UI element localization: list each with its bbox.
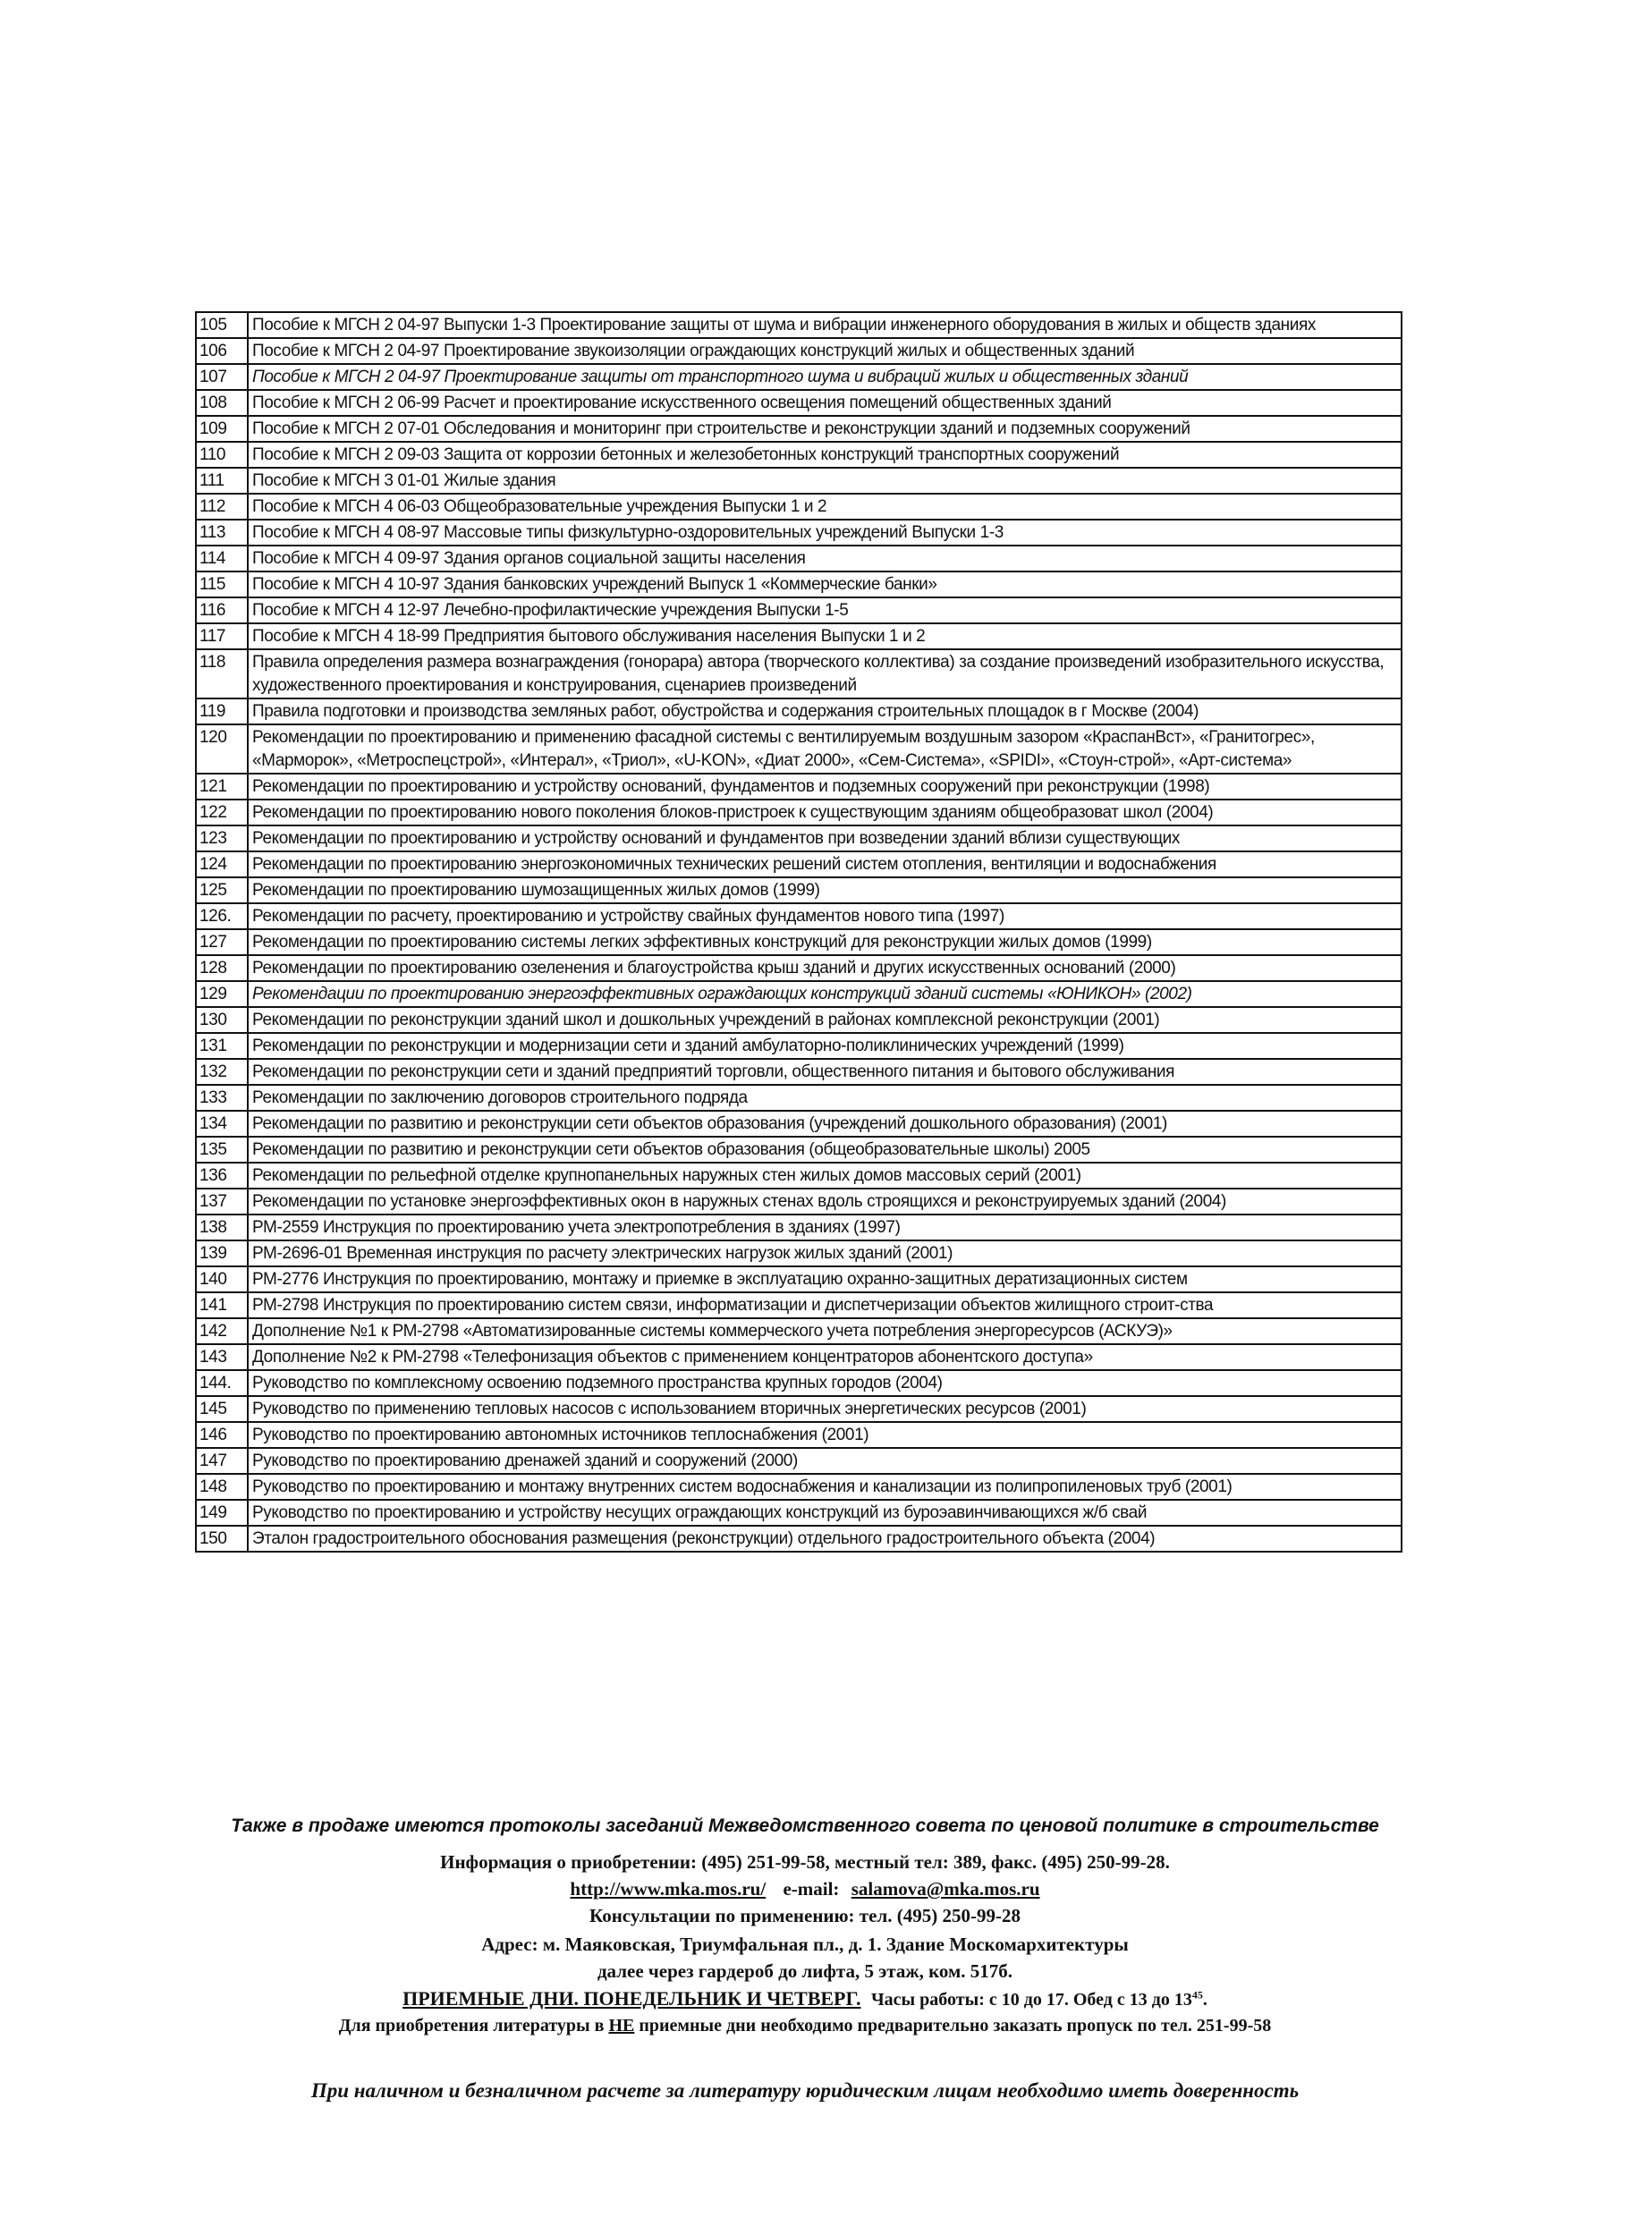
row-title: Рекомендации по проектированию и устройству оснований, фундаментов и подземных сооружений при реконструкции (1998): [248, 774, 1402, 800]
row-number: 117: [196, 623, 248, 649]
row-title: Рекомендации по реконструкции зданий школ и дошкольных учреждений в районах комплексной реконструкции (2001): [248, 1007, 1402, 1033]
table-row: [196, 955, 1402, 981]
row-title: Рекомендации по проектированию шумозащищенных жилых домов (1999): [248, 877, 1402, 903]
row-number: 144.: [196, 1370, 248, 1396]
table-row: [196, 929, 1402, 955]
row-number: 146: [196, 1422, 248, 1448]
row-number: 108: [196, 390, 248, 416]
table-row: [196, 623, 1402, 649]
row-number: 148: [196, 1474, 248, 1500]
row-title: Дополнение №2 к РМ-2798 «Телефонизация объектов с применением концентраторов абонентского доступа»: [248, 1344, 1402, 1370]
table-row: [196, 851, 1402, 877]
row-number: 149: [196, 1500, 248, 1526]
row-number: 130: [196, 1007, 248, 1033]
row-number: 122: [196, 800, 248, 825]
table-row: [196, 877, 1402, 903]
row-title: Рекомендации по развитию и реконструкции сети объектов образования (общеобразовательные школы) 2005: [248, 1137, 1402, 1163]
address-line-2: далее через гардероб до лифта, 5 этаж, ком. 517б.: [597, 1960, 1013, 1982]
table-row: [196, 1448, 1402, 1474]
row-number: 138: [196, 1215, 248, 1240]
table-row: [196, 1318, 1402, 1344]
legal-entities-note: При наличном и безналичном расчете за литературу юридическим лицам необходимо иметь доверенность: [310, 2079, 1300, 2102]
table-row: [196, 1111, 1402, 1137]
row-number: 113: [196, 520, 248, 546]
row-number: 147: [196, 1448, 248, 1474]
table-row: [196, 981, 1402, 1007]
table-row: [196, 1422, 1402, 1448]
row-number: 114: [196, 546, 248, 571]
row-title: Рекомендации по проектированию и применению фасадной системы с вентилируемым воздушным зазором «КраспанВст», «Гранитогрес», «Марморок», «Метроспецстрой», «Интерал», «Триол», «U-KON», «Диат 2000», «Сем-Система», «SPIDI», «Стоун-строй», «Арт-система»: [248, 724, 1402, 774]
reception-days: [161, 1987, 1449, 2010]
table-row: [196, 1137, 1402, 1163]
table-row: [196, 1526, 1402, 1552]
table-row: [196, 571, 1402, 597]
table-row: [196, 390, 1402, 416]
row-number: 132: [196, 1059, 248, 1085]
table-row: [196, 774, 1402, 800]
row-number: 111: [196, 468, 248, 494]
row-title: Пособие к МГСН 2 04-97 Проектирование звукоизоляции ограждающих конструкций жилых и общественных зданий: [248, 338, 1402, 364]
row-title: Рекомендации по заключению договоров строительного подряда: [248, 1085, 1402, 1111]
row-title: Пособие к МГСН 4 08-97 Массовые типы физкультурно-оздоровительных учреждений Выпуски 1-3: [248, 520, 1402, 546]
row-title: Пособие к МГСН 4 09-97 Здания органов социальной защиты населения: [248, 546, 1402, 571]
non-reception-days-note: Для приобретения литературы в НЕ приемные дни необходимо предварительно заказать пропуск по тел. 251-99-58: [338, 2016, 1272, 2036]
table-row: [196, 597, 1402, 623]
row-number: 134: [196, 1111, 248, 1137]
row-title: Пособие к МГСН 4 10-97 Здания банковских учреждений Выпуск 1 «Коммерческие банки»: [248, 571, 1402, 597]
row-title: РМ-2696-01 Временная инструкция по расчету электрических нагрузок жилых зданий (2001): [248, 1240, 1402, 1266]
row-title: Рекомендации по проектированию нового поколения блоков-пристроек к существующим зданиям общеобразоват школ (2004): [248, 800, 1402, 825]
row-number: 109: [196, 416, 248, 442]
row-title: Рекомендации по реконструкции и модернизации сети и зданий амбулаторно-поликлинических учреждений (1999): [248, 1033, 1402, 1059]
row-title: РМ-2559 Инструкция по проектированию учета электропотребления в зданиях (1997): [248, 1215, 1402, 1240]
row-title: Пособие к МГСН 2 04-97 Выпуски 1-3 Проектирование защиты от шума и вибрации инженерного оборудования в жилых и обществ зданиях: [248, 312, 1402, 338]
row-number: 141: [196, 1292, 248, 1318]
row-title: Правила определения размера вознаграждения (гонорара) автора (творческого коллектива) за создание произведений изобразительного искусства, художественного проектирования и конструирования, сценариев произведений: [248, 649, 1402, 698]
table-row: [196, 1059, 1402, 1085]
row-title: Рекомендации по проектированию озеленения и благоустройства крыш зданий и других искусственных оснований (2000): [248, 955, 1402, 981]
table-row: [196, 494, 1402, 520]
table-row: [196, 312, 1402, 338]
table-row: [196, 1163, 1402, 1189]
row-number: 129: [196, 981, 248, 1007]
row-title: Рекомендации по проектированию энергоэффективных ограждающих конструкций зданий системы «ЮНИКОН» (2002): [248, 981, 1402, 1007]
row-title: Рекомендации по развитию и реконструкции сети объектов образования (учреждений дошкольного образования) (2001): [248, 1111, 1402, 1137]
table-row: [196, 1344, 1402, 1370]
row-number: 145: [196, 1396, 248, 1422]
row-title: Пособие к МГСН 4 12-97 Лечебно-профилактические учреждения Выпуски 1-5: [248, 597, 1402, 623]
row-number: 105: [196, 312, 248, 338]
table-row: [196, 442, 1402, 468]
also-on-sale-note: Также в продаже имеются протоколы заседаний Межведомственного совета по ценовой политике в строительстве: [231, 1816, 1379, 1836]
working-hours: Часы работы: с 10 до 17. Обед с 13 до $13^{45}$.: [871, 1988, 1207, 2010]
row-title: Руководство по проектированию автономных источников теплоснабжения (2001): [248, 1422, 1402, 1448]
row-number: 139: [196, 1240, 248, 1266]
table-row: [196, 1215, 1402, 1240]
row-number: 112: [196, 494, 248, 520]
row-title: Руководство по применению тепловых насосов с использованием вторичных энергетических ресурсов (2001): [248, 1396, 1402, 1422]
table-row: [196, 1266, 1402, 1292]
row-number: 118: [196, 649, 248, 698]
row-number: 136: [196, 1163, 248, 1189]
row-title: Правила подготовки и производства земляных работ, обустройства и содержания строительных площадок в г Москве (2004): [248, 698, 1402, 724]
consultation-info: Консультации по применению: тел. (495) 250-99-28: [589, 1905, 1021, 1926]
table-row: [196, 903, 1402, 929]
row-number: 133: [196, 1085, 248, 1111]
row-number: 119: [196, 698, 248, 724]
table-row: [196, 1474, 1402, 1500]
row-number: 106: [196, 338, 248, 364]
table-row: [196, 468, 1402, 494]
row-number: 143: [196, 1344, 248, 1370]
row-title: Рекомендации по установке энергоэффективных окон в наружных стенах вдоль строящихся и реконструируемых зданий (2004): [248, 1189, 1402, 1215]
table-row: [196, 546, 1402, 571]
row-number: 107: [196, 364, 248, 390]
literature-table: [195, 311, 1402, 1553]
table-row: [196, 800, 1402, 825]
row-title: Рекомендации по реконструкции сети и зданий предприятий торговли, общественного питания и бытового обслуживания: [248, 1059, 1402, 1085]
website-link[interactable]: http://www.mka.mos.ru/: [570, 1878, 767, 1900]
row-title: Рекомендации по проектированию системы легких эффективных конструкций для реконструкции жилых домов (1999): [248, 929, 1402, 955]
row-number: 115: [196, 571, 248, 597]
table-row: [196, 1500, 1402, 1526]
row-title: Пособие к МГСН 4 18-99 Предприятия бытового обслуживания населения Выпуски 1 и 2: [248, 623, 1402, 649]
table-row: [196, 520, 1402, 546]
reception-days-label: ПРИЕМНЫЕ ДНИ. ПОНЕДЕЛЬНИК И ЧЕТВЕРГ.: [402, 1987, 861, 2010]
row-title: Пособие к МГСН 4 06-03 Общеобразовательные учреждения Выпуски 1 и 2: [248, 494, 1402, 520]
row-title: Пособие к МГСН 2 07-01 Обследования и мониторинг при строительстве и реконструкции зданий и подземных сооружений: [248, 416, 1402, 442]
contacts-line: [161, 1878, 1449, 1900]
row-number: 142: [196, 1318, 248, 1344]
row-title: Дополнение №1 к РМ-2798 «Автоматизированные системы коммерческого учета потребления энергоресурсов (АСКУЭ)»: [248, 1318, 1402, 1344]
table-row: [196, 1370, 1402, 1396]
row-number: 150: [196, 1526, 248, 1552]
row-title: Пособие к МГСН 2 09-03 Защита от коррозии бетонных и железобетонных конструкций транспортных сооружений: [248, 442, 1402, 468]
table-row: [196, 1240, 1402, 1266]
row-title: Рекомендации по проектированию и устройству оснований и фундаментов при возведении зданий вблизи существующих: [248, 825, 1402, 851]
row-number: 116: [196, 597, 248, 623]
row-number: 120: [196, 724, 248, 774]
row-title: Руководство по проектированию и монтажу внутренних систем водоснабжения и канализации из полипропиленовых труб (2001): [248, 1474, 1402, 1500]
address-line-1: Адрес: м. Маяковская, Триумфальная пл., д. 1. Здание Москомархитектуры: [481, 1934, 1129, 1955]
table-row: [196, 1085, 1402, 1111]
row-number: 125: [196, 877, 248, 903]
row-title: Пособие к МГСН 2 06-99 Расчет и проектирование искусственного освещения помещений общественных зданий: [248, 390, 1402, 416]
row-number: 123: [196, 825, 248, 851]
row-title: Пособие к МГСН 3 01-01 Жилые здания: [248, 468, 1402, 494]
literature-table-body: [196, 312, 1402, 1552]
row-title: Пособие к МГСН 2 04-97 Проектирование защиты от транспортного шума и вибраций жилых и общественных зданий: [248, 364, 1402, 390]
row-title: РМ-2798 Инструкция по проектированию систем связи, информатизации и диспетчеризации объектов жилищного строит-ства: [248, 1292, 1402, 1318]
email-link[interactable]: salamova@mka.mos.ru: [851, 1878, 1040, 1900]
row-title: Рекомендации по рельефной отделке крупнопанельных наружных стен жилых домов массовых серий (2001): [248, 1163, 1402, 1189]
table-row: [196, 364, 1402, 390]
table-row: [196, 649, 1402, 698]
row-title: РМ-2776 Инструкция по проектированию, монтажу и приемке в эксплуатацию охранно-защитных дератизационных систем: [248, 1266, 1402, 1292]
row-number: 110: [196, 442, 248, 468]
table-row: [196, 1007, 1402, 1033]
row-number: 131: [196, 1033, 248, 1059]
table-row: [196, 1292, 1402, 1318]
row-title: Руководство по комплексному освоению подземного пространства крупных городов (2004): [248, 1370, 1402, 1396]
table-row: [196, 338, 1402, 364]
row-number: 124: [196, 851, 248, 877]
row-number: 128: [196, 955, 248, 981]
table-row: [196, 1189, 1402, 1215]
row-number: 127: [196, 929, 248, 955]
table-row: [196, 416, 1402, 442]
row-title: Эталон градостроительного обоснования размещения (реконструкции) отдельного градостроительного объекта (2004): [248, 1526, 1402, 1552]
row-number: 140: [196, 1266, 248, 1292]
row-title: Рекомендации по расчету, проектированию и устройству свайных фундаментов нового типа (1997): [248, 903, 1402, 929]
row-number: 121: [196, 774, 248, 800]
row-number: 126.: [196, 903, 248, 929]
table-row: [196, 1033, 1402, 1059]
table-row: [196, 698, 1402, 724]
table-row: [196, 825, 1402, 851]
table-row: [196, 1396, 1402, 1422]
row-title: Руководство по проектированию и устройству несущих ограждающих конструкций из буроэавинчивающихся ж/б свай: [248, 1500, 1402, 1526]
row-title: Рекомендации по проектированию энергоэкономичных технических решений систем отопления, вентиляции и водоснабжения: [248, 851, 1402, 877]
email-label: e-mail:: [783, 1878, 840, 1900]
row-number: 135: [196, 1137, 248, 1163]
row-number: 137: [196, 1189, 248, 1215]
purchase-info: Информация о приобретении: (495) 251-99-58, местный тел: 389, факс. (495) 250-99-28.: [440, 1851, 1170, 1873]
table-row: [196, 724, 1402, 774]
row-title: Руководство по проектированию дренажей зданий и сооружений (2000): [248, 1448, 1402, 1474]
